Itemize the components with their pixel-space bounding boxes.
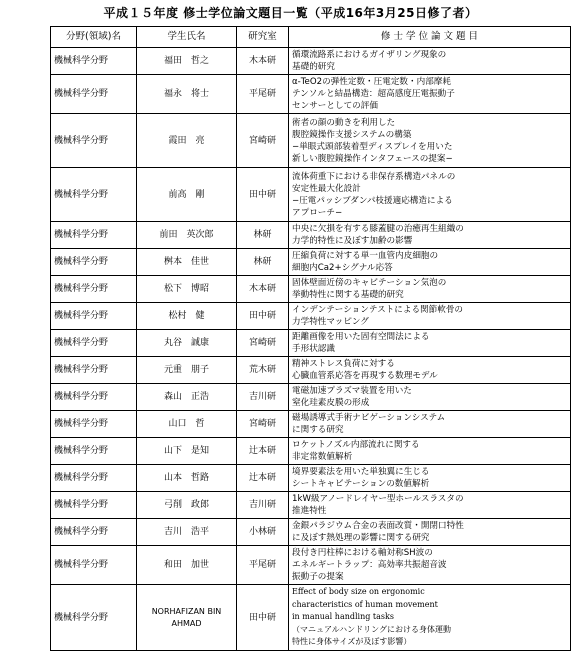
- thesis-title-cell: 段付き円柱棒における軸対称SH波の エネルギートラップ：高効率共振超音波 振動子の提案: [289, 546, 571, 585]
- field-cell: 機械科学分野: [51, 330, 137, 357]
- lab-cell: 平尾研: [237, 546, 289, 585]
- lab-cell: 吉川研: [237, 384, 289, 411]
- student-name-cell: 弓削 政郎: [137, 492, 237, 519]
- student-name-cell: 前田 英次郎: [137, 222, 237, 249]
- thesis-table: [50, 26, 571, 651]
- lab-cell: 田中研: [237, 168, 289, 222]
- table-row: [51, 75, 571, 114]
- thesis-title-cell: インデンテーションテストによる関節軟骨の 力学特性マッピング: [289, 303, 571, 330]
- student-name-cell: 松下 博昭: [137, 276, 237, 303]
- student-name-cell: 福永 将士: [137, 75, 237, 114]
- field-cell: 機械科学分野: [51, 357, 137, 384]
- field-cell: 機械科学分野: [51, 519, 137, 546]
- student-name-cell: 松村 健: [137, 303, 237, 330]
- student-name-cell: 和田 加世: [137, 546, 237, 585]
- thesis-title-cell: 金銀パラジウム合金の表面改質・開閉口特性 に及ぼす熱処理の影響に関する研究: [289, 519, 571, 546]
- table-header-row: [51, 27, 571, 48]
- field-cell: 機械科学分野: [51, 276, 137, 303]
- student-name-cell: 桝本 佳世: [137, 249, 237, 276]
- field-cell: 機械科学分野: [51, 168, 137, 222]
- table-row: [51, 438, 571, 465]
- lab-cell: 小林研: [237, 519, 289, 546]
- field-cell: 機械科学分野: [51, 114, 137, 168]
- lab-cell: 宮崎研: [237, 330, 289, 357]
- thesis-title-cell: Effect of body size on ergonomic characteristics of human movement in manual handling tasks （マニュアルハンドリングにおける身体運動 特性に身体サイズが及ぼす影響）: [289, 585, 571, 651]
- field-cell: 機械科学分野: [51, 48, 137, 75]
- header-student-name: 学生氏名: [137, 27, 237, 48]
- thesis-title-cell: ロケットノズル内部流れに関する 非定常数値解析: [289, 438, 571, 465]
- table-row: [51, 465, 571, 492]
- table-row: [51, 276, 571, 303]
- lab-cell: 宮崎研: [237, 411, 289, 438]
- lab-cell: 宮崎研: [237, 114, 289, 168]
- lab-cell: 田中研: [237, 585, 289, 651]
- thesis-title-cell: 圧縮負荷に対する単一血管内皮細胞の 細胞内Ca2+シグナル応答: [289, 249, 571, 276]
- lab-cell: 林研: [237, 222, 289, 249]
- thesis-title-cell: α-TeO2の弾性定数・圧電定数・内部摩耗 テンソルと結晶構造：超高感度圧電振動子 センサーとしての評価: [289, 75, 571, 114]
- student-name-cell: 森山 正浩: [137, 384, 237, 411]
- lab-cell: 荒木研: [237, 357, 289, 384]
- table-row: [51, 492, 571, 519]
- student-name-cell: 福田 哲之: [137, 48, 237, 75]
- thesis-title-cell: 距離画像を用いた固有空間法による 手形状認識: [289, 330, 571, 357]
- thesis-title-cell: 精神ストレス負荷に対する 心臓血管系応答を再現する数理モデル: [289, 357, 571, 384]
- field-cell: 機械科学分野: [51, 438, 137, 465]
- student-name-cell: 山下 是知: [137, 438, 237, 465]
- page-title: 平成１５年度 修士学位論文題目一覧（平成16年3月25日修了者）: [103, 6, 478, 20]
- lab-cell: 辻本研: [237, 438, 289, 465]
- student-name-cell: 元重 朋子: [137, 357, 237, 384]
- field-cell: 機械科学分野: [51, 465, 137, 492]
- table-row: [51, 384, 571, 411]
- student-name-cell: 山本 哲路: [137, 465, 237, 492]
- thesis-title-cell: 中央に欠損を有する膝蓋腱の治癒再生組織の 力学的特性に及ぼす加齢の影響: [289, 222, 571, 249]
- lab-cell: 木本研: [237, 276, 289, 303]
- header-lab: 研究室: [237, 27, 289, 48]
- table-row: [51, 519, 571, 546]
- table-row: [51, 411, 571, 438]
- lab-cell: 木本研: [237, 48, 289, 75]
- field-cell: 機械科学分野: [51, 249, 137, 276]
- lab-cell: 平尾研: [237, 75, 289, 114]
- table-row: [51, 546, 571, 585]
- table-row: [51, 168, 571, 222]
- field-cell: 機械科学分野: [51, 222, 137, 249]
- table-row: [51, 330, 571, 357]
- header-field: 分野(領域)名: [51, 27, 137, 48]
- field-cell: 機械科学分野: [51, 411, 137, 438]
- table-row: [51, 249, 571, 276]
- table-row: [51, 357, 571, 384]
- lab-cell: 田中研: [237, 303, 289, 330]
- lab-cell: 林研: [237, 249, 289, 276]
- table-row: [51, 114, 571, 168]
- header-thesis-title: 修 士 学 位 論 文 題 目: [289, 27, 571, 48]
- student-name-cell: 前高 剛: [137, 168, 237, 222]
- thesis-title-cell: 流体荷重下における非保存系構造パネルの 安定性最大化設計 −圧電パッシブダンパ枝援適応構造による アプローチ−: [289, 168, 571, 222]
- thesis-title-cell: 1kW級アノードレイヤー型ホールスラスタの 推進特性: [289, 492, 571, 519]
- thesis-title-cell: 固体壁面近傍のキャビテーション気泡の 挙動特性に関する基礎的研究: [289, 276, 571, 303]
- field-cell: 機械科学分野: [51, 492, 137, 519]
- student-name-cell: 霞田 亮: [137, 114, 237, 168]
- thesis-title-cell: 電磁加速プラズマ装置を用いた 窒化珪素皮膜の形成: [289, 384, 571, 411]
- table-row: [51, 222, 571, 249]
- thesis-title-cell: 境界要素法を用いた単独翼に生じる シートキャビテーションの数値解析: [289, 465, 571, 492]
- thesis-title-cell: 磁場誘導式手術ナビゲーションシステム に関する研究: [289, 411, 571, 438]
- table-row: [51, 585, 571, 651]
- field-cell: 機械科学分野: [51, 546, 137, 585]
- field-cell: 機械科学分野: [51, 585, 137, 651]
- thesis-title-cell: 術者の顔の動きを利用した 腹腔鏡操作支援システムの構築 −単眼式頭部装着型ディスプレイを用いた 新しい腹腔鏡操作インタフェースの提案−: [289, 114, 571, 168]
- student-name-cell: 丸谷 誠康: [137, 330, 237, 357]
- lab-cell: 吉川研: [237, 492, 289, 519]
- table-row: [51, 303, 571, 330]
- student-name-cell: NORHAFIZAN BIN AHMAD: [137, 585, 237, 651]
- field-cell: 機械科学分野: [51, 75, 137, 114]
- field-cell: 機械科学分野: [51, 303, 137, 330]
- thesis-title-cell: 循環流路系におけるガイザリング現象の 基礎的研究: [289, 48, 571, 75]
- student-name-cell: 山口 哲: [137, 411, 237, 438]
- student-name-cell: 吉川 浩平: [137, 519, 237, 546]
- field-cell: 機械科学分野: [51, 384, 137, 411]
- table-row: [51, 48, 571, 75]
- lab-cell: 辻本研: [237, 465, 289, 492]
